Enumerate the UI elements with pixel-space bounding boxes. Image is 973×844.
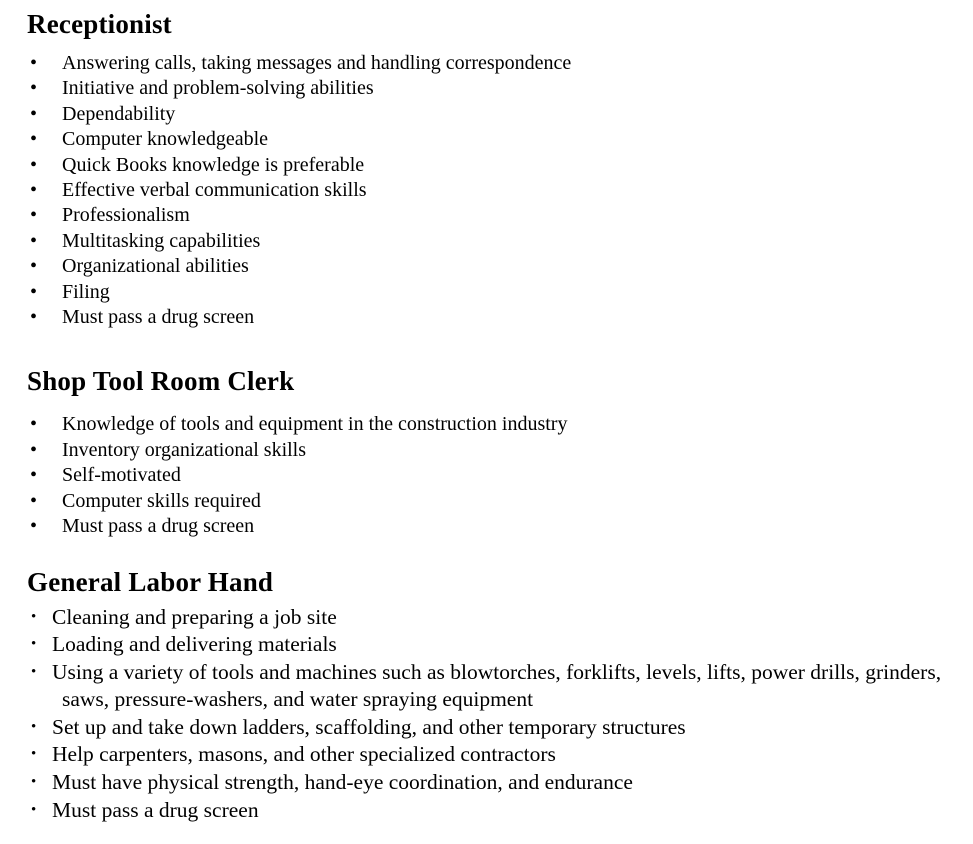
- list-item-text: Computer skills required: [62, 489, 261, 512]
- list-item-text: Must pass a drug screen: [62, 306, 255, 329]
- bullet-icon: •: [31, 774, 37, 791]
- list-item-text: Multitasking capabilities: [62, 229, 261, 252]
- document-page: [0, 10, 973, 844]
- list-item: [0, 741, 973, 769]
- list-item: [0, 102, 973, 127]
- bullet-icon: •: [30, 229, 38, 252]
- list-item: [0, 127, 973, 152]
- list-item: [0, 76, 973, 101]
- bullet-icon: •: [30, 438, 38, 461]
- bullet-icon: •: [31, 746, 37, 763]
- bullet-icon: •: [30, 255, 38, 278]
- bullet-icon: •: [31, 663, 37, 680]
- bullet-icon: •: [30, 413, 38, 436]
- list-item: [0, 153, 973, 178]
- bullet-icon: •: [30, 515, 38, 538]
- bullet-icon: •: [30, 153, 38, 176]
- bullet-icon: •: [30, 204, 38, 227]
- bullet-icon: •: [31, 608, 37, 625]
- shop-tool-room-clerk-list: [0, 412, 973, 539]
- list-item: [0, 659, 973, 714]
- list-item: [0, 714, 973, 742]
- list-item-text: Must pass a drug screen: [62, 515, 255, 538]
- list-item: [0, 514, 973, 539]
- list-item-text: Loading and delivering materials: [52, 632, 337, 657]
- list-item-text: Answering calls, taking messages and handling correspondence: [62, 52, 572, 74]
- bullet-icon: •: [30, 280, 38, 303]
- list-item-text: Must have physical strength, hand-eye coordination, and endurance: [52, 770, 633, 795]
- bullet-icon: •: [31, 801, 37, 818]
- bullet-icon: •: [30, 489, 38, 512]
- list-item-text: Filing: [62, 280, 110, 303]
- list-item: [0, 604, 973, 632]
- bullet-icon: •: [30, 52, 38, 74]
- list-item-text: Inventory organizational skills: [62, 438, 307, 461]
- list-item: [0, 769, 973, 797]
- list-item-text: Effective verbal communication skills: [62, 179, 367, 202]
- list-item-text: Set up and take down ladders, scaffolding, and other temporary structures: [52, 714, 686, 739]
- list-item: [0, 463, 973, 488]
- list-item: [0, 438, 973, 463]
- list-item-text: Professionalism: [62, 204, 190, 227]
- list-item-text: Self-motivated: [62, 464, 181, 487]
- list-item-text: Cleaning and preparing a job site: [52, 604, 337, 629]
- section-title-receptionist: Receptionist: [27, 9, 172, 39]
- list-item: [0, 489, 973, 514]
- list-item-text: Dependability: [62, 102, 176, 125]
- section-title-shop-tool-room-clerk: Shop Tool Room Clerk: [27, 366, 295, 397]
- list-item-text: Organizational abilities: [62, 255, 249, 278]
- list-item-text: Help carpenters, masons, and other specialized contractors: [52, 742, 556, 767]
- list-item: [0, 631, 973, 659]
- list-item: [0, 797, 973, 825]
- bullet-icon: •: [30, 128, 38, 151]
- bullet-icon: •: [31, 636, 37, 653]
- list-item: [0, 178, 973, 203]
- list-item: [0, 51, 973, 76]
- bullet-icon: •: [30, 306, 38, 329]
- section-title-general-labor-hand: General Labor Hand: [27, 566, 274, 597]
- bullet-icon: •: [30, 102, 38, 125]
- bullet-icon: •: [31, 718, 37, 735]
- list-item-text: Using a variety of tools and machines such as blowtorches, forklifts, levels, lifts, power drills, grinders, saws, pressure-washers, and water spraying equipment: [52, 659, 942, 712]
- list-item-text: Knowledge of tools and equipment in the construction industry: [62, 413, 568, 436]
- section-receptionist: [0, 10, 973, 330]
- list-item: [0, 280, 973, 305]
- list-item-text: Initiative and problem-solving abilities: [62, 77, 374, 100]
- list-item-text: Computer knowledgeable: [62, 128, 269, 151]
- receptionist-list: [0, 51, 973, 330]
- general-labor-hand-list: [0, 604, 973, 825]
- list-item: [0, 412, 973, 437]
- section-shop-tool-room-clerk: [0, 367, 973, 539]
- list-item: [0, 203, 973, 228]
- list-item: [0, 254, 973, 279]
- bullet-icon: •: [30, 77, 38, 100]
- list-item: [0, 305, 973, 330]
- list-item-text: Quick Books knowledge is preferable: [62, 153, 365, 176]
- bullet-icon: •: [30, 464, 38, 487]
- section-general-labor-hand: [0, 568, 973, 825]
- bullet-icon: •: [30, 179, 38, 202]
- list-item: [0, 229, 973, 254]
- list-item-text: Must pass a drug screen: [52, 797, 259, 822]
